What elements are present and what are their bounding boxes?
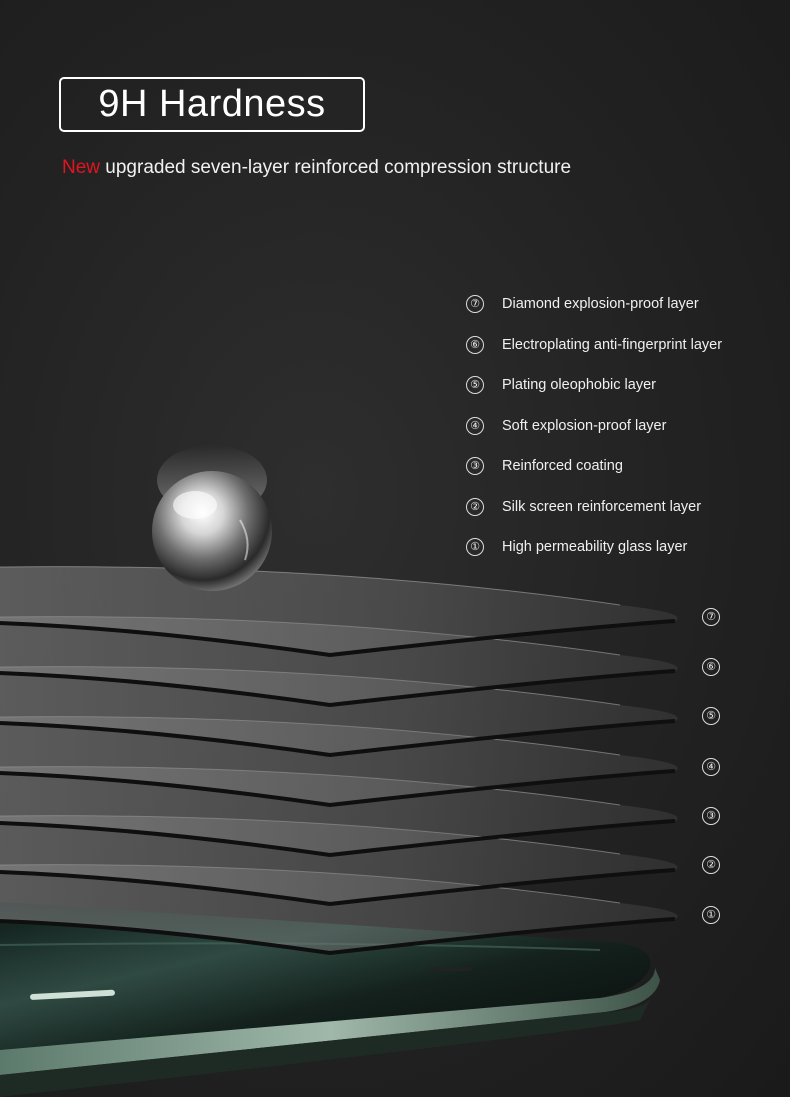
legend-label-7: Diamond explosion-proof layer <box>502 296 699 312</box>
legend-item-7 <box>466 295 699 313</box>
legend-label-3: Reinforced coating <box>502 458 623 474</box>
subtitle-highlight: New <box>62 157 101 178</box>
legend-item-2 <box>466 498 701 516</box>
legend-label-6: Electroplating anti-fingerprint layer <box>502 337 723 353</box>
layer-number-7: ⑦ <box>466 295 484 313</box>
glass-layers <box>0 567 678 953</box>
legend-item-1 <box>466 538 687 556</box>
glass-layer-label-1: ① <box>702 906 720 924</box>
glass-layer-label-4: ④ <box>702 758 720 776</box>
layer-number-6: ⑥ <box>466 336 484 354</box>
glass-layer-label-2: ② <box>702 856 720 874</box>
legend-label-2: Silk screen reinforcement layer <box>502 499 702 515</box>
page-title: 9H Hardness <box>98 83 326 125</box>
subtitle-text: upgraded seven-layer reinforced compression structure <box>100 157 572 178</box>
layer-number-2: ② <box>466 498 484 516</box>
layer-number-5: ⑤ <box>466 376 484 394</box>
glass-layer-label-7: ⑦ <box>702 608 720 626</box>
layer-number-4: ④ <box>466 417 484 435</box>
legend-item-4 <box>466 417 666 435</box>
glass-layer-label-6: ⑥ <box>702 658 720 676</box>
legend-label-1: High permeability glass layer <box>502 539 688 555</box>
legend-label-4: Soft explosion-proof layer <box>502 418 667 434</box>
legend-item-6 <box>466 336 722 354</box>
layer-number-3: ③ <box>466 457 484 475</box>
legend-item-3 <box>466 457 623 475</box>
glass-layer-label-3: ③ <box>702 807 720 825</box>
glass-layer-label-5: ⑤ <box>702 707 720 725</box>
legend-label-5: Plating oleophobic layer <box>502 377 656 393</box>
legend-item-5 <box>466 376 656 394</box>
layer-number-1: ① <box>466 538 484 556</box>
steel-ball-image <box>152 445 272 591</box>
